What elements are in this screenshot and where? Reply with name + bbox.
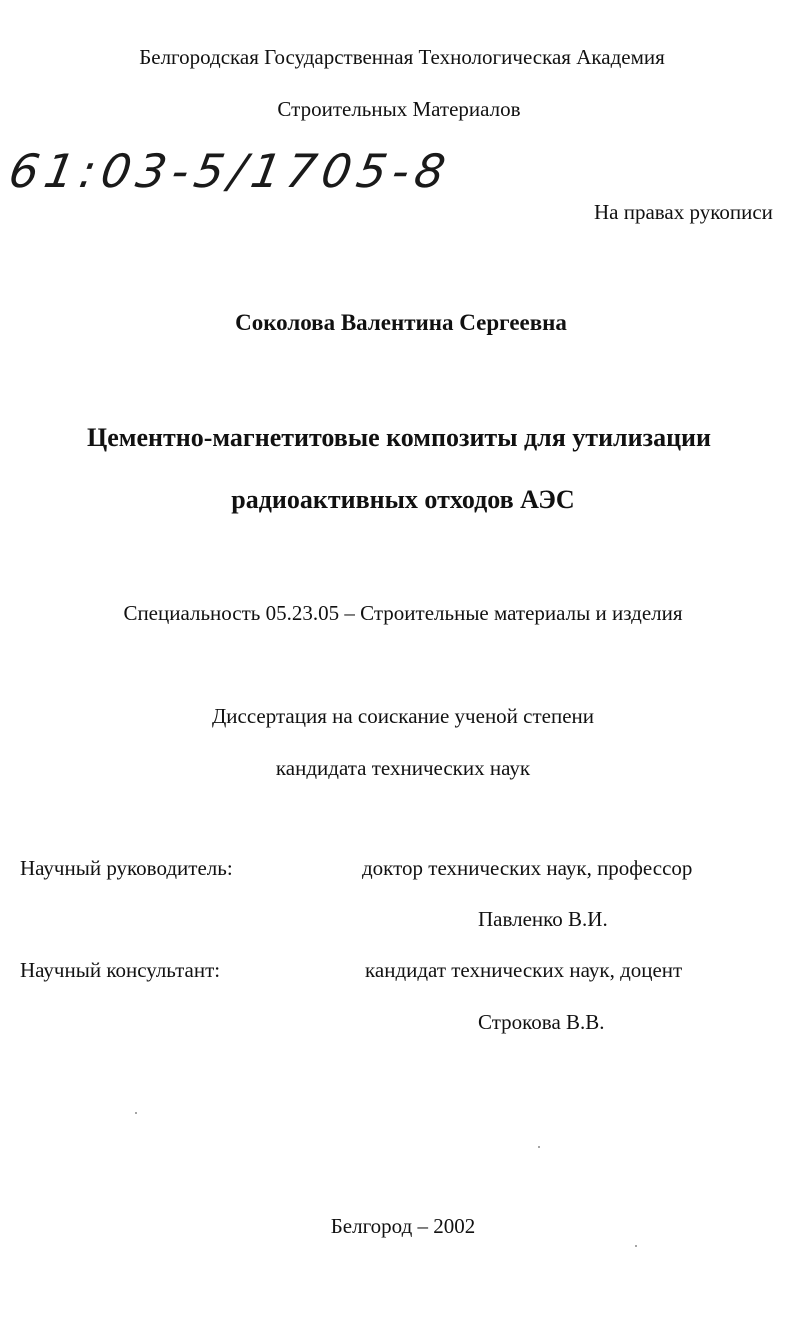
dissertation-degree-line-1: Диссертация на соискание ученой степени (211, 704, 595, 728)
consultant-label: Научный консультант: (20, 958, 221, 982)
supervisor-name: Павленко В.И. (478, 907, 608, 931)
rights-note: На правах рукописи (594, 200, 773, 224)
scan-speck (135, 1112, 137, 1114)
consultant-title: кандидат технических наук, доцент (365, 958, 683, 982)
scan-speck (538, 1146, 540, 1148)
supervisor-title: доктор технических наук, профессор (362, 856, 693, 880)
dissertation-title-line-1: Цементно-магнетитовые композиты для утилизации (86, 423, 712, 452)
specialty: Специальность 05.23.05 – Строительные материалы и изделия (123, 601, 683, 625)
consultant-name: Строкова В.В. (478, 1010, 605, 1034)
dissertation-degree-line-2: кандидата технических наук (275, 756, 531, 780)
dissertation-title-line-2: радиоактивных отходов АЭС (231, 485, 575, 514)
scan-speck (635, 1245, 637, 1247)
city-year: Белгород – 2002 (330, 1214, 476, 1238)
institution-line-2: Строительных Материалов (277, 97, 521, 121)
handwritten-archive-code (10, 135, 610, 225)
institution-line-1: Белгородская Государственная Технологическая Академия (139, 45, 665, 69)
handwritten-code-text: 61:03-5/1705-8 (10, 144, 456, 198)
author-name: Соколова Валентина Сергеевна (235, 310, 567, 335)
supervisor-label: Научный руководитель: (20, 856, 233, 880)
